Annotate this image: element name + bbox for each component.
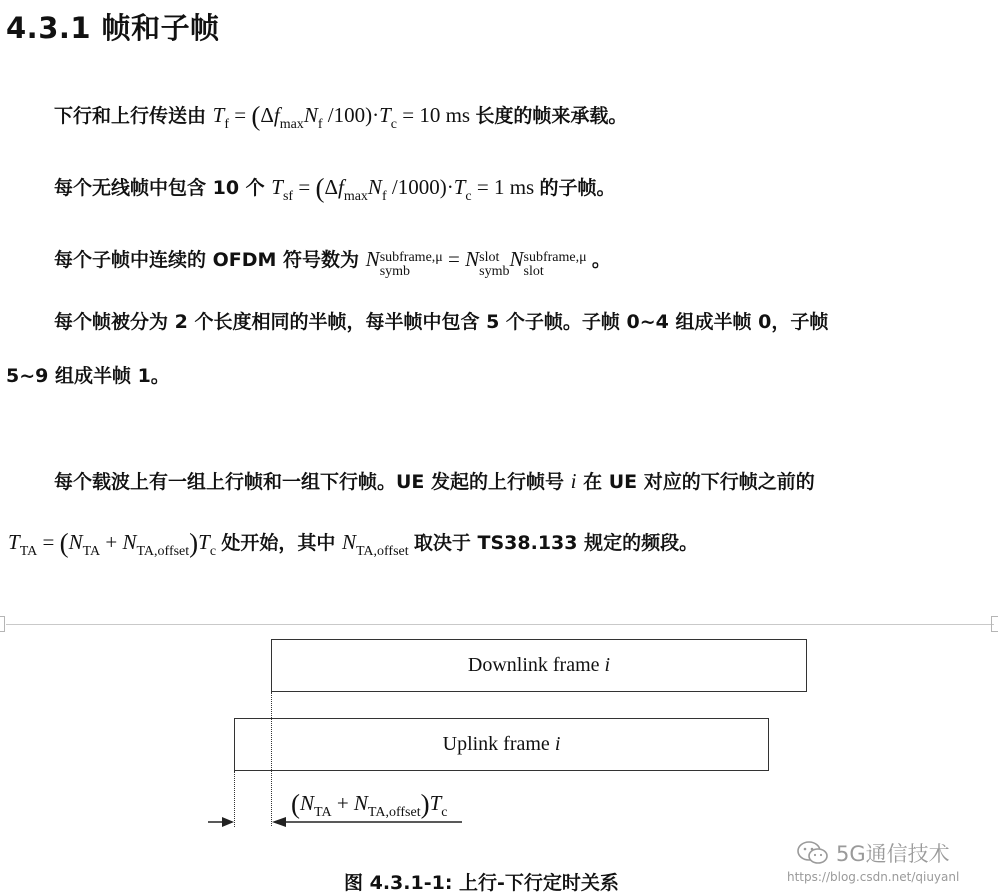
math-rparen: ): [420, 789, 430, 819]
math-eq: =: [298, 175, 311, 199]
paragraph-ofdm-symbols: [54, 244, 611, 279]
math-lparen: (: [59, 528, 69, 558]
math-sub-TA: TA: [19, 544, 38, 559]
p1-suffix: 长度的帧来承载。: [475, 105, 628, 127]
downlink-frame-index: i: [604, 654, 611, 676]
math-sub-TA-offset: TA,offset: [136, 544, 190, 559]
page-separator: [6, 624, 994, 625]
math-T2: T: [379, 103, 391, 127]
math-plus: +: [105, 530, 118, 554]
math-T: T: [429, 791, 442, 815]
figure-caption: 图 4.3.1-1: 上行-下行定时关系: [344, 872, 619, 894]
math-sub-TA-offset: TA,offset: [367, 805, 421, 820]
p2-prefix: 每个无线帧中包含 10 个: [54, 177, 265, 199]
math-N: N: [367, 175, 382, 199]
formula-frame-duration: [212, 101, 476, 132]
math-ten-ms: 10 ms: [419, 103, 471, 127]
math-sub-sf: sf: [282, 189, 294, 204]
p5-line1-prefix: 每个载波上有一组上行帧和一组下行帧。UE 发起的上行帧号: [54, 471, 565, 493]
math-sub-max: max: [343, 189, 368, 204]
formula-n-ta-offset: [341, 530, 414, 559]
p2-suffix: 的子帧。: [539, 177, 616, 199]
math-sub-symb: symb: [379, 264, 411, 279]
math-sub-c: c: [441, 805, 448, 820]
math-frame-index: i: [570, 469, 577, 493]
p1-prefix: 下行和上行传送由: [54, 105, 207, 127]
paragraph-frame-duration: [54, 100, 627, 140]
math-eq: =: [448, 247, 460, 271]
math-N: N: [68, 530, 83, 554]
math-sub-TA-offset2: TA,offset: [355, 544, 409, 559]
downlink-start-guide: [271, 692, 272, 826]
formula-timing-advance-diagram: [291, 789, 448, 820]
downlink-frame-label: Downlink frame: [467, 654, 600, 676]
math-stack-3: [524, 251, 587, 279]
timing-advance-label: [291, 788, 448, 828]
wechat-icon: [796, 840, 830, 866]
math-eq: =: [42, 530, 55, 554]
math-N: N: [365, 247, 380, 271]
math-sub-symb2: symb: [479, 264, 510, 279]
uplink-frame-box: [234, 718, 769, 771]
math-lparen: (: [315, 173, 325, 203]
downlink-frame-box: [271, 639, 807, 692]
math-sup-slot: slot: [479, 250, 500, 265]
math-f: f: [273, 103, 280, 127]
section-heading: 4.3.1 帧和子帧: [6, 11, 220, 45]
math-stack-1: [380, 251, 443, 279]
math-sub-max: max: [279, 117, 304, 132]
math-N3: N: [509, 247, 524, 271]
math-T2: T: [453, 175, 466, 199]
right-arrow-head: [272, 817, 286, 827]
math-delta: Δ: [324, 175, 338, 199]
watermark-brand: [796, 838, 950, 868]
math-stack-2: [479, 251, 509, 279]
math-eq2: =: [476, 175, 489, 199]
math-eq2: =: [402, 103, 415, 127]
math-sub-f2: f: [317, 117, 323, 132]
p3-prefix: 每个子帧中连续的 OFDM 符号数为: [54, 249, 360, 271]
math-rparen: ): [189, 528, 199, 558]
math-T: T: [271, 175, 283, 199]
paragraph-half-frames-line2: 5~9 组成半帧 1。: [6, 365, 170, 387]
math-T: T: [8, 530, 20, 554]
math-dot: ·: [446, 175, 454, 199]
math-delta: Δ: [260, 103, 274, 127]
uplink-frame-label: Uplink frame: [442, 733, 550, 755]
math-T2: T: [198, 530, 210, 554]
paragraph-half-frames-line1: 每个帧被分为 2 个长度相同的半帧，每半帧中包含 5 个子帧。子帧 0~4 组成半帧 0，子帧: [54, 311, 829, 333]
math-N: N: [303, 103, 318, 127]
math-f: f: [337, 175, 344, 199]
math-sup-subframe-mu2: subframe,μ: [523, 250, 587, 265]
math-N3: N: [341, 530, 356, 554]
math-div1000: /1000): [391, 175, 447, 199]
math-sub-TA: TA: [314, 805, 332, 820]
math-T: T: [212, 103, 225, 127]
formula-timing-advance: [8, 528, 221, 559]
p3-suffix: 。: [591, 249, 611, 271]
math-sub-TA2: TA: [82, 544, 101, 559]
paragraph-timing-line1: [54, 466, 815, 497]
uplink-frame-index: i: [554, 733, 561, 755]
math-sub-c: c: [465, 189, 472, 204]
left-arrow-head: [222, 817, 234, 827]
paragraph-timing-line2: [8, 527, 698, 567]
math-sub-slot: slot: [523, 264, 544, 279]
formula-symbols-per-subframe: [365, 247, 592, 279]
math-eq: =: [234, 103, 247, 127]
math-sub-f: f: [224, 117, 229, 132]
math-sub-c: c: [209, 544, 217, 559]
math-dot: ·: [372, 103, 380, 127]
p5-line2-suffix: 取决于 TS38.133 规定的频段。: [413, 532, 699, 554]
formula-subframe-duration: [271, 173, 539, 204]
p5-line2-mid: 处开始，其中: [221, 532, 336, 554]
timing-diagram: [0, 630, 1000, 866]
math-div100: /100): [327, 103, 373, 127]
math-one-ms: 1 ms: [493, 175, 535, 199]
watermark-url: https://blog.csdn.net/qiuyanl: [787, 870, 960, 884]
math-sup-subframe-mu: subframe,μ: [379, 250, 443, 265]
p5-line1-suffix: 在 UE 对应的下行帧之前的: [583, 471, 815, 493]
math-N2: N: [353, 791, 368, 815]
math-lparen: (: [291, 789, 300, 819]
math-N2: N: [465, 247, 480, 271]
paragraph-subframe-count: [54, 172, 615, 212]
math-N2: N: [122, 530, 137, 554]
math-sub-f2: f: [381, 189, 387, 204]
math-N: N: [300, 791, 315, 815]
math-lparen: (: [251, 101, 261, 131]
math-sub-c: c: [390, 117, 397, 132]
math-plus: +: [336, 791, 349, 815]
watermark-brand-text: 5G通信技术: [836, 842, 950, 866]
